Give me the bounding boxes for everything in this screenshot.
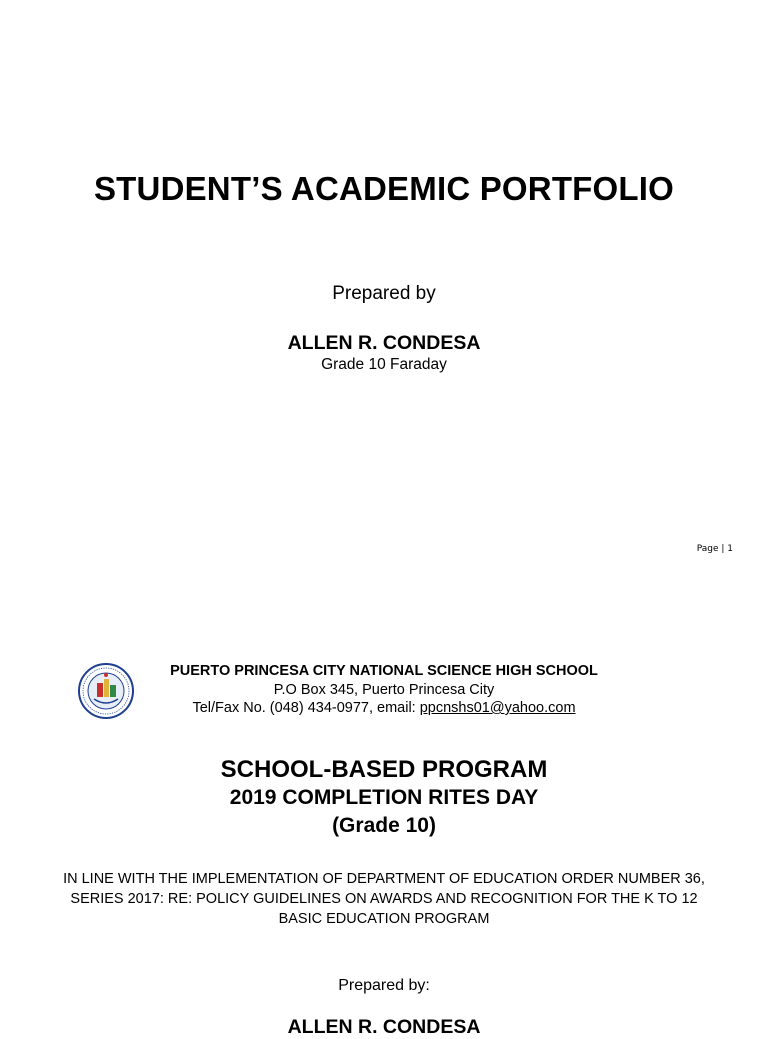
inline-text-line: IN LINE WITH THE IMPLEMENTATION OF DEPARTMENT OF EDUCATION ORDER NUMBER 36, [63, 871, 705, 887]
school-tel: Tel/Fax No. (048) 434-0977, email: [192, 700, 420, 716]
inline-text-line: SERIES 2017: RE: POLICY GUIDELINES ON AWARDS AND RECOGNITION FOR THE K TO 12 [70, 891, 698, 907]
student-name: ALLEN R. CONDESA [287, 332, 481, 354]
program-heading: SCHOOL-BASED PROGRAM [220, 756, 548, 783]
school-email-link[interactable]: ppcnshs01@yahoo.com [419, 700, 576, 716]
school-seal-icon [78, 663, 134, 719]
prepared-by-label: Prepared by [332, 283, 436, 304]
page-number: Page | 1 [696, 544, 733, 554]
event-heading: 2019 COMPLETION RITES DAY [229, 786, 539, 809]
school-name: PUERTO PRINCESA CITY NATIONAL SCIENCE HIGH SCHOOL [170, 663, 598, 679]
grade-section: Grade 10 Faraday [321, 356, 447, 373]
inline-text-line: BASIC EDUCATION PROGRAM [278, 911, 490, 927]
prepared-by-label: Prepared by: [338, 977, 430, 994]
school-address: P.O Box 345, Puerto Princesa City [273, 682, 495, 698]
student-name: ALLEN R. CONDESA [287, 1016, 481, 1038]
grade-heading: (Grade 10) [332, 814, 436, 837]
page-title: STUDENT’S ACADEMIC PORTFOLIO [93, 170, 675, 207]
school-contact [145, 700, 623, 716]
